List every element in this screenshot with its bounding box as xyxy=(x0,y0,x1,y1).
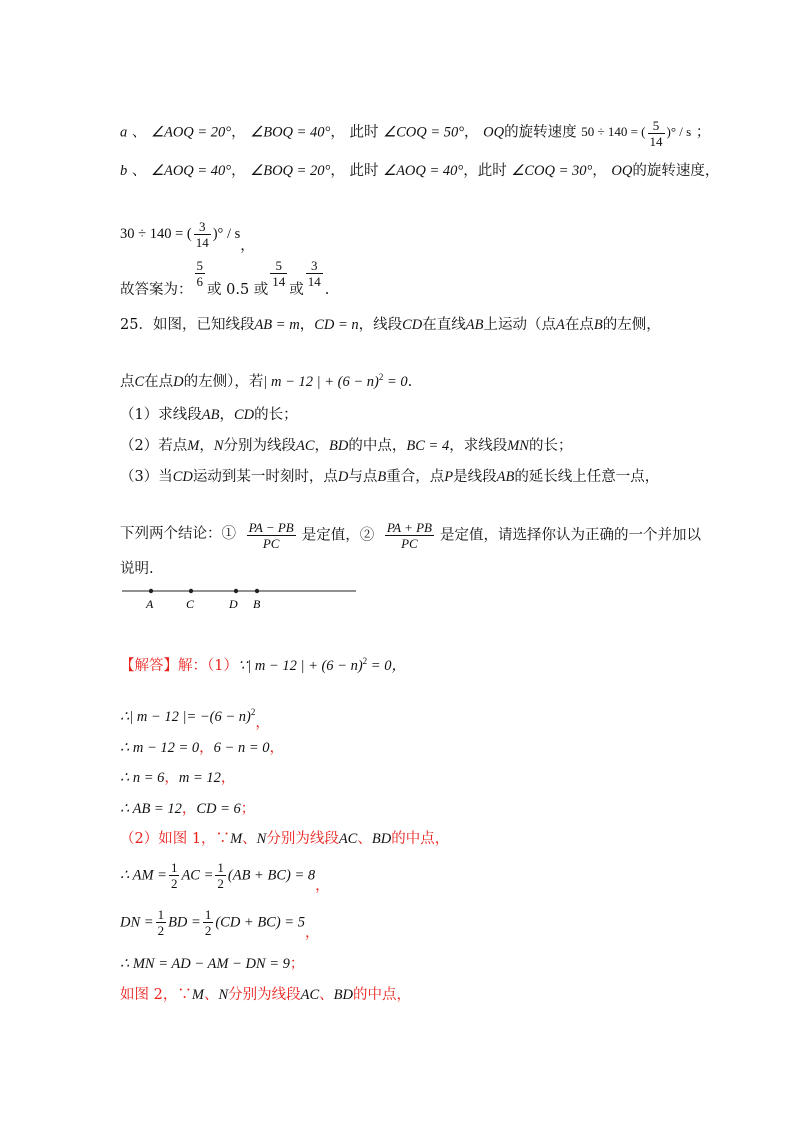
oq: OQ xyxy=(611,163,633,179)
sup: 2 xyxy=(378,372,384,382)
or: 或 0.5 或 xyxy=(207,281,269,298)
q25-conclusions xyxy=(120,520,701,551)
math: N xyxy=(256,831,267,847)
text: 、 xyxy=(357,831,372,847)
math: CD = n xyxy=(314,317,359,333)
angle-aoq-2: ∠AOQ = 40° xyxy=(383,163,464,179)
math: AC xyxy=(300,987,320,1003)
text: 分别为线段 xyxy=(266,831,339,847)
text: 的延长线上任意一点， xyxy=(514,469,660,485)
text: 是线段 xyxy=(453,469,497,485)
comma: ， xyxy=(269,740,284,756)
text: 的旋转速度 xyxy=(504,124,577,141)
den: 6 xyxy=(196,274,203,289)
solution-step5 xyxy=(120,799,255,819)
angle-boq: ∠BOQ = 40° xyxy=(250,124,331,141)
expr-post: )° / s xyxy=(212,225,241,242)
fraction-half xyxy=(156,907,167,938)
text: 上运动（点 xyxy=(483,317,556,333)
math: = 0， xyxy=(367,657,406,674)
point-a xyxy=(149,589,153,593)
point-b xyxy=(255,589,259,593)
num: 1 xyxy=(170,860,178,875)
math: DN = xyxy=(120,914,154,931)
text: 的旋转速度， xyxy=(632,163,720,179)
solution-fig2 xyxy=(120,985,411,1005)
text: 是定值，请选择你认为正确的一个并加以 xyxy=(440,527,701,544)
text: （2）如图 1，∵ xyxy=(120,831,231,847)
q25-line1 xyxy=(120,315,661,335)
solution-step2 xyxy=(120,702,270,731)
fraction-pa-minus-pb xyxy=(247,520,296,551)
text: ， xyxy=(299,317,315,333)
end: . xyxy=(324,281,330,298)
fraction-half xyxy=(169,860,180,891)
text: 的中点， xyxy=(391,831,450,847)
expr-pre: 30 ÷ 140 = ( xyxy=(120,225,192,242)
math: ∵| m − 12 | + (6 − n) xyxy=(237,657,363,674)
math: ∴ AM = xyxy=(120,867,167,884)
solution-step4 xyxy=(120,768,235,788)
den: 2 xyxy=(170,876,178,891)
line-b2 xyxy=(120,219,255,254)
solution-label: 【解答】解：（1） xyxy=(120,657,238,674)
math: ∴ n = 6 xyxy=(120,770,165,786)
comma: ， xyxy=(164,770,179,786)
text: ， xyxy=(199,438,214,454)
expr-pre: 50 ÷ 140 = ( xyxy=(581,124,646,140)
math: CD xyxy=(233,407,255,423)
text: 此时 xyxy=(477,163,507,179)
answer-prefix: 故答案为： xyxy=(120,281,193,298)
text: . xyxy=(407,373,413,390)
label-b: B xyxy=(253,597,261,611)
text: 的左侧， xyxy=(602,317,661,333)
math: CD xyxy=(402,317,423,333)
text: 的中点， xyxy=(352,987,411,1003)
den: 14 xyxy=(272,274,286,289)
math: M xyxy=(191,987,204,1003)
text: 如图 2，∵ xyxy=(120,987,192,1003)
math: AC = xyxy=(181,867,214,884)
text: 、 xyxy=(203,987,219,1003)
segment-figure xyxy=(118,582,368,614)
label-a: A xyxy=(146,597,154,611)
math: ∴ MN = AD − AM − DN = 9 xyxy=(120,956,290,972)
num: 5 xyxy=(648,118,665,134)
sup: 2 xyxy=(250,707,256,717)
den: 2 xyxy=(217,876,224,891)
fraction-5-6 xyxy=(195,258,206,289)
solution-step3 xyxy=(120,738,284,758)
speed-expr xyxy=(581,118,692,149)
math: D xyxy=(337,469,349,485)
math: (CD + BC) = 5 xyxy=(215,914,305,931)
math: CD xyxy=(172,469,193,485)
fraction xyxy=(648,118,665,149)
math: N xyxy=(218,987,229,1003)
math: BD = xyxy=(168,914,201,931)
math: AB xyxy=(496,469,515,485)
num: PA + PB xyxy=(386,520,432,535)
math: AC xyxy=(296,438,315,454)
text: 25．如图，已知线段 xyxy=(120,317,255,333)
text: （3）当 xyxy=(120,469,173,485)
fraction-3-14 xyxy=(306,258,323,289)
end: ， xyxy=(240,237,255,254)
or: 或 xyxy=(289,281,304,298)
num: 1 xyxy=(204,907,212,922)
expr-post: )° / s xyxy=(666,124,692,140)
math: BC = 4 xyxy=(406,438,450,454)
math: D xyxy=(173,373,184,390)
q25-sub3 xyxy=(120,467,659,487)
math: M xyxy=(230,831,243,847)
solution-head xyxy=(120,651,406,676)
math: B xyxy=(593,317,603,333)
math: CD = 6 xyxy=(196,801,241,817)
math: N xyxy=(213,438,224,454)
den: PC xyxy=(401,536,418,551)
fraction-half xyxy=(215,860,226,891)
math: A xyxy=(556,317,565,333)
label-a: a xyxy=(120,124,128,141)
math: ∴ AB = 12 xyxy=(120,801,182,817)
angle-coq: ∠COQ = 30° xyxy=(511,163,593,179)
comma: ， xyxy=(220,770,236,786)
comma: ， xyxy=(199,740,214,756)
angle-coq: ∠COQ = 50° xyxy=(383,124,465,141)
text: 分别为线段 xyxy=(228,987,301,1003)
text: 下列两个结论：① xyxy=(120,525,236,542)
angle-aoq: ∠AOQ = 40° xyxy=(150,163,232,179)
fraction-5-14 xyxy=(270,258,287,289)
q25-explain xyxy=(120,559,154,579)
text: ， xyxy=(219,407,234,423)
answer-line xyxy=(120,258,330,298)
math: 6 − n = 0 xyxy=(213,740,270,756)
den: 14 xyxy=(195,235,209,250)
angle-boq: ∠BOQ = 20° xyxy=(250,163,331,179)
num: 5 xyxy=(196,258,203,273)
sup: 2 xyxy=(362,656,368,666)
math: BD xyxy=(333,987,353,1003)
text: 、 xyxy=(242,831,257,847)
text: 的长； xyxy=(254,407,298,423)
math: MN xyxy=(507,438,529,454)
math: m = 12 xyxy=(178,770,221,786)
text: 是定值，② xyxy=(301,527,375,544)
text: 运动到某一时刻时，点 xyxy=(192,469,338,485)
q25-sub1 xyxy=(120,405,298,425)
sep: 、 xyxy=(131,124,147,141)
label-b: b xyxy=(120,163,128,179)
den: 2 xyxy=(204,923,212,938)
num: 1 xyxy=(217,860,224,875)
comma: ， xyxy=(315,877,330,894)
math: BD xyxy=(329,438,349,454)
math: ∴ m − 12 = 0 xyxy=(120,740,200,756)
solution-mn xyxy=(120,954,304,974)
oq: OQ xyxy=(483,124,505,141)
semicolon: ； xyxy=(289,956,305,972)
fraction xyxy=(194,219,211,250)
comma: ， xyxy=(255,714,270,731)
math: ∴| m − 12 |= −(6 − n) xyxy=(120,708,251,725)
den: 14 xyxy=(649,134,663,149)
text: 分别为线段 xyxy=(223,438,296,454)
point-c xyxy=(189,589,193,593)
text: 在点 xyxy=(144,373,174,390)
line-a: a 、 ∠AOQ = 20°， ∠BOQ = 40°， 此时 ∠COQ = 50°， OQ的旋转速度 50 ÷ 140 = ( $\frac{5}{14}$ )° / s ； xyxy=(120,118,711,149)
math: AB xyxy=(201,407,220,423)
label-d: D xyxy=(229,597,238,611)
math: C xyxy=(134,373,145,390)
num: 5 xyxy=(275,258,283,273)
num: 3 xyxy=(311,258,318,273)
text: ，线段 xyxy=(358,317,403,333)
math: B xyxy=(377,469,387,485)
comma: ， xyxy=(304,924,320,941)
num: PA − PB xyxy=(248,520,294,535)
text: 重合，点 xyxy=(386,469,445,485)
math: AC xyxy=(338,831,358,847)
solution-part2 xyxy=(120,829,449,849)
num: 3 xyxy=(194,219,211,235)
math: | m − 12 | + (6 − n) xyxy=(263,373,379,390)
angle-aoq: ∠AOQ = 20° xyxy=(150,124,232,141)
end: ； xyxy=(695,124,711,141)
fraction-half xyxy=(203,907,214,938)
text: 、 xyxy=(319,987,334,1003)
text: 与点 xyxy=(348,469,378,485)
math: AB xyxy=(465,317,484,333)
text: 在点 xyxy=(564,317,594,333)
text: 的长； xyxy=(528,438,573,454)
math: BD xyxy=(371,831,392,847)
comma: ， xyxy=(181,801,197,817)
math: (AB + BC) = 8 xyxy=(227,867,316,884)
point-d xyxy=(234,589,238,593)
fraction-pa-plus-pb xyxy=(385,520,434,551)
text: （2）若点 xyxy=(120,438,188,454)
math: M xyxy=(187,438,200,454)
sep: 、 xyxy=(131,163,147,179)
math: AB = m xyxy=(254,317,300,333)
text: 说明. xyxy=(120,561,154,577)
solution-am xyxy=(120,860,330,894)
text: 此时 xyxy=(349,163,379,179)
text: 此时 xyxy=(349,124,379,141)
den: PC xyxy=(262,536,280,551)
q25-line2 xyxy=(120,367,412,392)
math: P xyxy=(444,469,454,485)
num: 1 xyxy=(157,907,165,922)
den: 2 xyxy=(157,923,165,938)
solution-dn xyxy=(120,907,320,941)
semicolon: ； xyxy=(240,801,256,817)
label-c: C xyxy=(186,597,195,611)
text: ，求线段 xyxy=(449,438,508,454)
math: = 0 xyxy=(383,373,408,390)
text: 的左侧），若 xyxy=(183,373,264,390)
text: 点 xyxy=(120,373,135,390)
text: 在直线 xyxy=(422,317,466,333)
q25-sub2 xyxy=(120,436,572,456)
line-b: b 、 ∠AOQ = 40°， ∠BOQ = 20°， 此时 ∠AOQ = 40°，此时 ∠COQ = 30°， OQ的旋转速度， xyxy=(120,163,720,179)
den: 14 xyxy=(307,274,321,289)
text: （1）求线段 xyxy=(120,407,202,423)
text: ， xyxy=(314,438,330,454)
text: 的中点， xyxy=(348,438,407,454)
